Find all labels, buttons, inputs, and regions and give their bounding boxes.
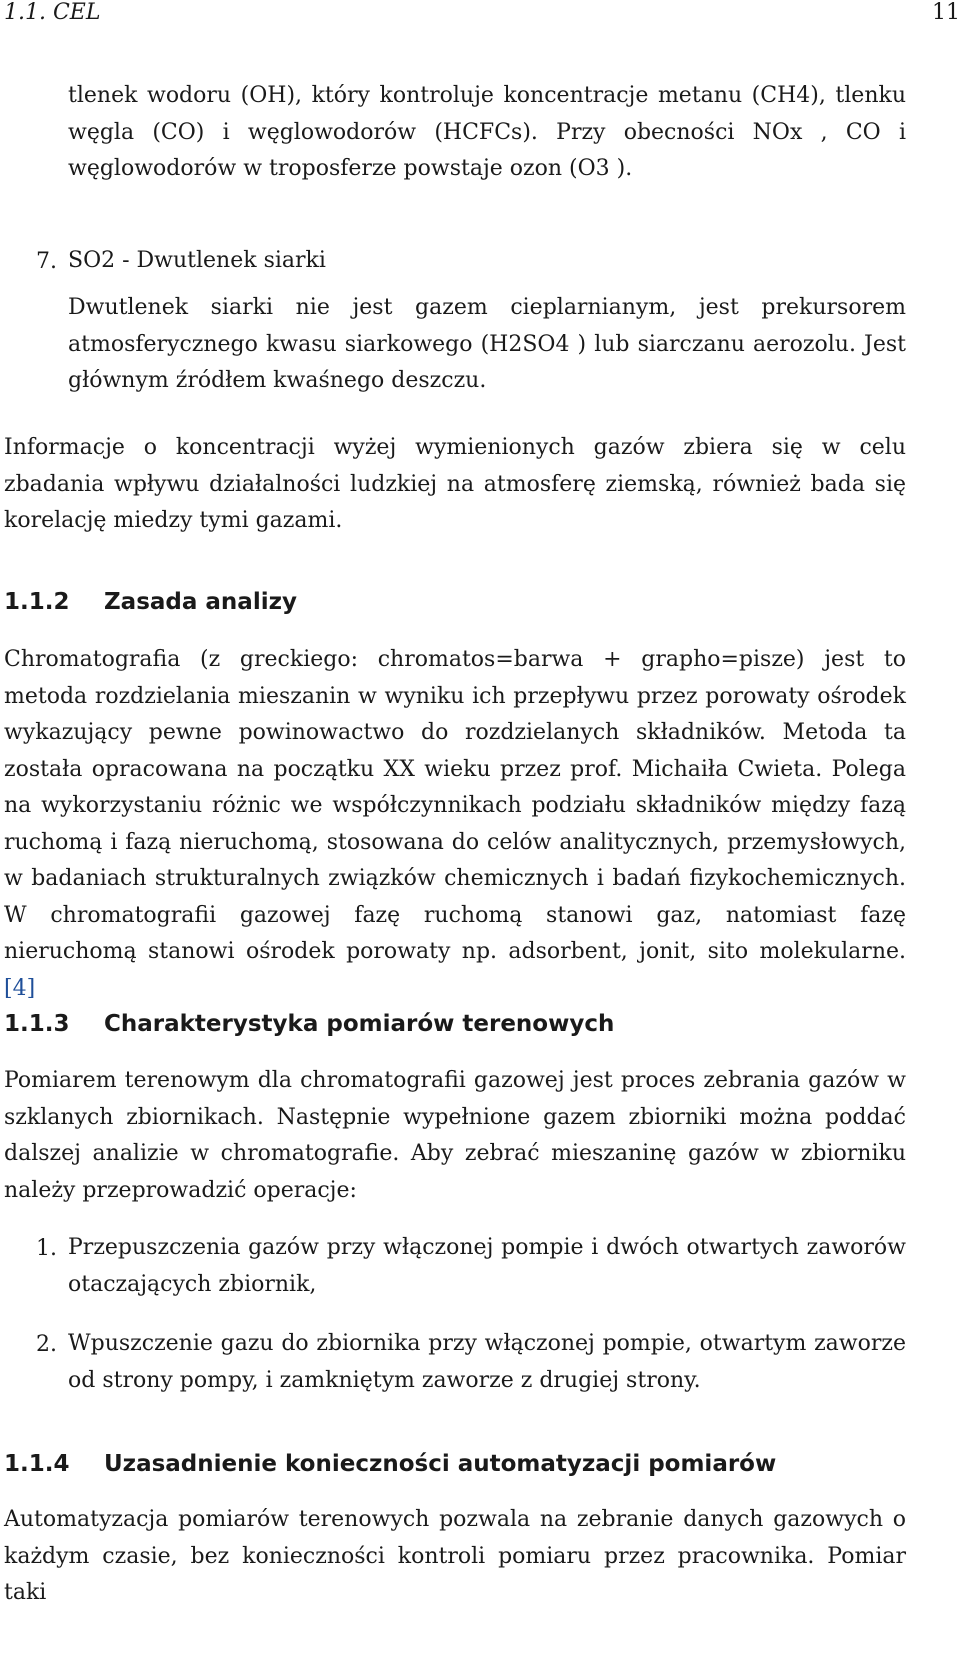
section-heading-1-1-3 bbox=[4, 1011, 614, 1037]
list-item-7-title: SO2 - Dwutlenek siarki bbox=[68, 248, 326, 273]
section-1-1-4-body: Automatyzacja pomiarów terenowych pozwala na zebranie danych gazowych o każdym czasie, bez konieczności kontroli pomiaru przez pracownika. Pomiar taki bbox=[4, 1507, 906, 1605]
step-number-1: 1. bbox=[36, 1236, 57, 1261]
section-number: 1.1.3 bbox=[4, 1011, 70, 1037]
step-number-2: 2. bbox=[36, 1332, 57, 1357]
step-text-1: Przepuszczenia gazów przy włączonej pompie i dwóch otwartych zaworów otaczających zbiornik, bbox=[68, 1235, 906, 1297]
section-number: 1.1.4 bbox=[4, 1451, 70, 1477]
list-item-number-7: 7. bbox=[36, 249, 57, 274]
intro-continuation-paragraph: tlenek wodoru (OH), który kontroluje koncentracje metanu (CH4), tlenku węgla (CO) i węglowodorów (HCFCs). Przy obecności NOx , CO i węglowodorów w troposferze powstaje ozon (O3 ). bbox=[68, 83, 906, 181]
section-1-1-2-body bbox=[4, 642, 906, 1007]
header-section-title: 1.1. CEL bbox=[4, 0, 101, 25]
section-1-1-2-text: Chromatografia (z greckiego: chromatos=barwa + grapho=pisze) jest to metoda rozdzielania mieszanin w wyniku ich przepływu przez porowaty ośrodek wykazujący pewne powinowactwo do rozdzielanych składników. Metoda ta została opracowana na początku XX wieku przez prof. Michaiła Cwieta. Polega na wykorzystaniu różnic we współczynnikach podziału składników między fazą ruchomą i fazą nieruchomą, stosowana do celów analitycznych, przemysłowych, w badaniach strukturalnych związków chemicznych i badań fizykochemicznych. W chromatografii gazowej fazę ruchomą stanowi gaz, natomiast fazę nieruchomą stanowi ośrodek porowaty np. adsorbent, jonit, sito molekularne. bbox=[4, 647, 906, 964]
section-heading-1-1-2 bbox=[4, 589, 297, 615]
list-item-7-body: Dwutlenek siarki nie jest gazem cieplarnianym, jest prekursorem atmosferycznego kwasu siarkowego (H2SO4 ) lub siarczanu aerozolu. Jest głównym źródłem kwaśnego deszczu. bbox=[68, 295, 906, 393]
section-number: 1.1.2 bbox=[4, 589, 70, 615]
section-title: Uzasadnienie konieczności automatyzacji pomiarów bbox=[104, 1451, 777, 1477]
info-paragraph: Informacje o koncentracji wyżej wymienionych gazów zbiera się w celu zbadania wpływu działalności ludzkiej na atmosferę ziemską, również bada się korelację miedzy tymi gazami. bbox=[4, 435, 906, 533]
step-text-2: Wpuszczenie gazu do zbiornika przy włączonej pompie, otwartym zaworze od strony pompy, i zamkniętym zaworze z drugiej strony. bbox=[68, 1331, 906, 1393]
header-page-number: 11 bbox=[932, 0, 960, 25]
citation-link[interactable]: [4] bbox=[4, 975, 36, 1001]
section-heading-1-1-4 bbox=[4, 1451, 776, 1477]
section-title: Zasada analizy bbox=[104, 589, 297, 615]
section-title: Charakterystyka pomiarów terenowych bbox=[104, 1011, 615, 1037]
running-header bbox=[4, 0, 960, 30]
section-1-1-3-body: Pomiarem terenowym dla chromatografii gazowej jest proces zebrania gazów w szklanych zbiornikach. Następnie wypełnione gazem zbiorniki można poddać dalszej analizie w chromatografie. Aby zebrać mieszaninę gazów w zbiorniku należy przeprowadzić operacje: bbox=[4, 1068, 906, 1203]
